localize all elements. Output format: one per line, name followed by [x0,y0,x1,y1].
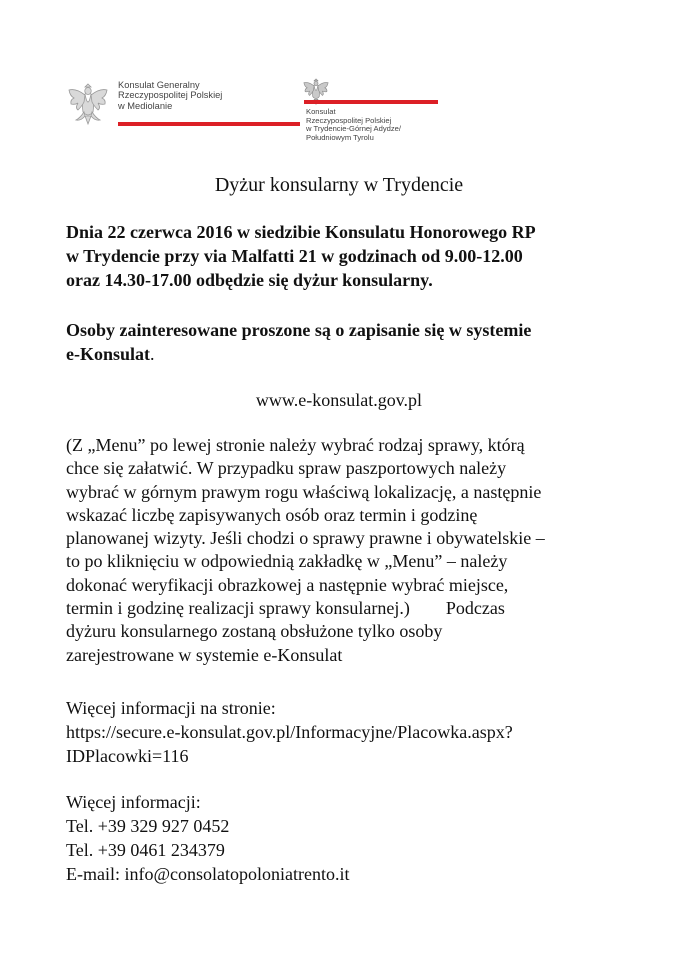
consulate-general-milan-logo [66,80,236,130]
flag-red-bar [304,100,438,104]
notice-line: Dnia 22 czerwca 2016 w siedzibie Konsulatu Honorowego RP [66,222,536,242]
logo-line: Rzeczypospolitej Polskiej [306,115,392,125]
flag-red-bar [118,122,300,126]
instructions-line: dyżuru konsularnego zostaną obsłużone tylko osoby [66,621,443,642]
logo-line: w Trydencie-Górnej Adydze/ [306,124,401,133]
phone-2: Tel. +39 0461 234379 [66,840,225,860]
e-konsulat-name: e-Konsulat [66,344,151,364]
email-address[interactable]: E-mail: info@consolatopoloniatrento.it [66,864,350,884]
logo-line: w Mediolanie [118,100,173,111]
instructions-line: chce się załatwić. W przypadku spraw paszportowych należy [66,458,507,479]
placowka-url[interactable]: https://secure.e-konsulat.gov.pl/Informacyjne/Placowka.aspx? [66,722,513,742]
notice-line: oraz 14.30-17.00 odbędzie się dyżur konsularny. [66,270,433,290]
instructions-line: wybrać w górnym prawym rogu właściwą lokalizację, a następnie [66,481,542,502]
logo-line: Konsulat Generalny [118,80,200,90]
polish-eagle-icon [66,80,110,126]
more-info-label: Więcej informacji na stronie: [66,698,276,718]
instructions-line: to po kliknięciu w odpowiednią zakładkę w „Menu” – należy [66,551,508,572]
instructions-line: termin i godzinę realizacji sprawy konsularnej.) Podczas [66,598,505,619]
instructions-paragraph [66,434,626,667]
more-info-web [66,696,626,768]
consulate-trento-logo [302,76,442,156]
logo-line: Południowym Tyrolu [306,132,374,142]
placowka-url-continued[interactable]: IDPlacowki=116 [66,746,189,766]
phone-1: Tel. +39 329 927 0452 [66,816,230,836]
notice-line: w Trydencie przy via Malfatti 21 w godzinach od 9.00-12.00 [66,246,523,266]
consulate-trento-name [306,108,401,142]
instructions-line: planowanej wizyty. Jeśli chodzi o sprawy prawne i obywatelskie – [66,528,545,549]
instructions-line: zarejestrowane w systemie e-Konsulat [66,644,343,665]
consulate-general-name [118,80,222,111]
instructions-line: wskazać liczbę zapisywanych osób oraz termin i godzinę [66,504,478,525]
registration-request [66,318,626,366]
contact-label: Więcej informacji: [66,792,201,812]
page-title: Dyżur konsularny w Trydencie [214,174,464,196]
instructions-line: dokonać weryfikacji obrazkowej a następnie wybrać miejsce, [66,574,509,595]
contact-info [66,790,626,886]
registration-line [66,342,626,366]
logo-line: Konsulat [306,107,336,116]
website-link[interactable]: www.e-konsulat.gov.pl [255,390,423,410]
registration-period: . [150,344,155,364]
logo-line: Rzeczypospolitej Polskiej [118,90,223,101]
registration-line: Osoby zainteresowane proszone są o zapisanie się w systemie [66,320,532,340]
main-notice [66,220,626,292]
instructions-line: (Z „Menu” po lewej stronie należy wybrać rodzaj sprawy, którą [66,435,525,455]
